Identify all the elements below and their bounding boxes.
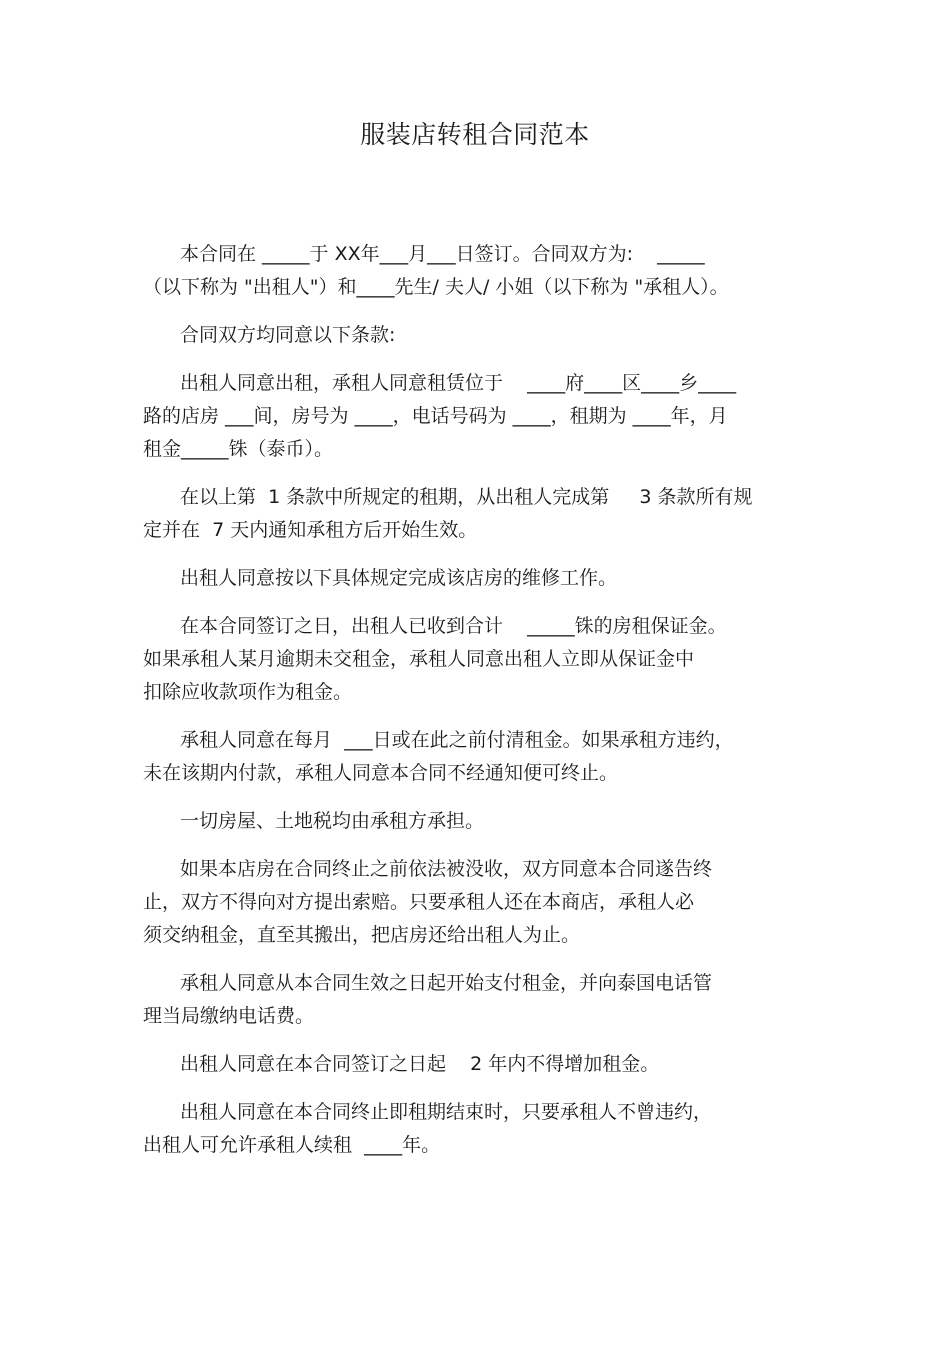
- contract-paragraph: [143, 853, 815, 952]
- paragraph-line: 出租人同意在本合同签订之日起 2 年内不得增加租金。: [180, 1053, 660, 1075]
- paragraph-line: 理当局缴纳电话费。: [143, 1005, 315, 1027]
- paragraph-line: 出租人同意出租，承租人同意租赁位于 ____府____区____乡____: [180, 372, 737, 394]
- paragraph-line: 扣除应收款项作为租金。: [143, 681, 353, 703]
- paragraph-line: 一切房屋、土地税均由承租方承担。: [180, 810, 485, 832]
- document-title: 服装店转租合同范本: [360, 120, 590, 149]
- paragraph-line: 如果承租人某月逾期未交租金，承租人同意出租人立即从保证金中: [143, 648, 695, 670]
- paragraph-line: 合同双方均同意以下条款:: [180, 324, 396, 346]
- contract-paragraph: [143, 367, 815, 466]
- paragraph-line: 路的店房 ___间，房号为 ____，电话号码为 ____，租期为 ____年，月: [143, 405, 728, 427]
- contract-paragraph: [143, 724, 815, 790]
- contract-paragraph: [143, 1096, 815, 1162]
- paragraph-line: （以下称为 "出租人"）和____先生/ 夫人/ 小姐（以下称为 "承租人）。: [143, 276, 729, 298]
- paragraph-line: 须交纳租金，直至其搬出，把店房还给出租人为止。: [143, 924, 581, 946]
- contract-paragraph: [143, 481, 815, 547]
- paragraph-line: 承租人同意在每月 ___日或在此之前付清租金。如果承租方违约，: [180, 729, 734, 751]
- contract-paragraph: [143, 967, 815, 1033]
- contract-paragraph: [143, 238, 815, 304]
- contract-paragraph: [143, 1048, 815, 1081]
- paragraph-line: 未在该期内付款，承租人同意本合同不经通知便可终止。: [143, 762, 619, 784]
- paragraph-line: 在以上第 1 条款中所规定的租期，从出租人完成第 3 条款所有规: [180, 486, 753, 508]
- paragraph-line: 本合同在 _____于 XX年___月___日签订。合同双方为: _____: [180, 243, 705, 265]
- contract-paragraph: [143, 319, 815, 352]
- paragraph-line: 出租人同意按以下具体规定完成该店房的维修工作。: [180, 567, 618, 589]
- paragraph-line: 如果本店房在合同终止之前依法被没收，双方同意本合同遂告终: [180, 858, 713, 880]
- contract-paragraph: [143, 610, 815, 709]
- paragraph-line: 出租人可允许承租人续租 ____年。: [143, 1134, 441, 1156]
- paragraph-line: 出租人同意在本合同终止即租期结束时，只要承租人不曾违约，: [180, 1101, 713, 1123]
- paragraph-line: 租金_____铢（泰币）。: [143, 438, 334, 460]
- contract-paragraph: [143, 562, 815, 595]
- paragraph-line: 止，双方不得向对方提出索赔。只要承租人还在本商店，承租人必: [143, 891, 695, 913]
- paragraph-line: 承租人同意从本合同生效之日起开始支付租金，并向泰国电话管: [180, 972, 713, 994]
- paragraph-line: 在本合同签订之日，出租人已收到合计 _____铢的房租保证金。: [180, 615, 727, 637]
- contract-paragraph: [143, 805, 815, 838]
- document-body: [143, 238, 815, 1177]
- paragraph-line: 定并在 7 天内通知承租方后开始生效。: [143, 519, 478, 541]
